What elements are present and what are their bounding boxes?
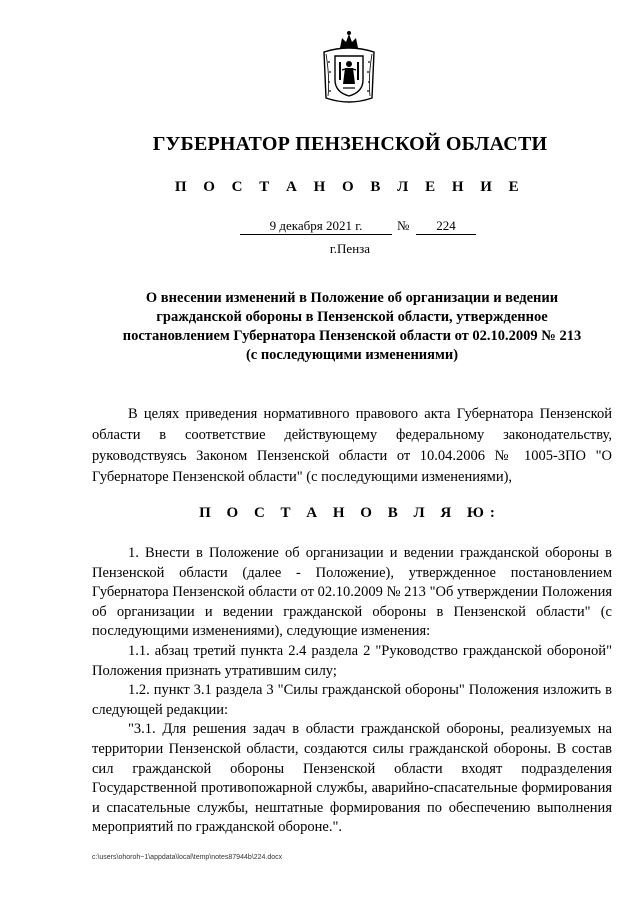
document-body (92, 544, 612, 838)
file-path-footer: c:\users\ohoroh~1\appdata\local\temp\notes87944b\224.docx (92, 854, 283, 861)
document-date: 9 декабря 2021 г. (240, 218, 392, 235)
paragraph: 1.1. абзац третий пункта 2.4 раздела 2 "Руководство гражданской обороной" Положения признать утратившим силу; (92, 642, 612, 679)
document-number: 224 (416, 218, 476, 235)
document-city: г.Пенза (329, 241, 371, 256)
document-type: П О С Т А Н О В Л Е Н И Е (174, 179, 526, 195)
paragraph: "3.1. Для решения задач в области гражданской обороны, реализуемых на территории Пензенской области, создаются силы гражданской обороны. В состав сил гражданской обороны Пензенской области входят подразделения Государственной противопожарной службы, аварийно-спасательные формирования и спасательные службы, нештатные формирования по обеспечению выполнения мероприятий по гражданской обороне.". (92, 721, 612, 836)
coat-of-arms-icon (318, 28, 380, 106)
preamble-text: В целях приведения нормативного правового акта Губернатора Пензенской области в соответствие действующему федеральному законодательству, руководствуясь Законом Пензенской области от 10.04.2006 № 1005-ЗПО "О Губернаторе Пензенской области" (с последующими изменениями), (92, 406, 612, 485)
organization-title: ГУБЕРНАТОР ПЕНЗЕНСКОЙ ОБЛАСТИ (152, 133, 548, 155)
subject-line: (с последующими изменениями) (245, 347, 459, 363)
preamble (92, 404, 612, 488)
subject-line: гражданской обороны в Пензенской области, утвержденное (156, 309, 548, 325)
paragraph: 1. Внести в Положение об организации и ведении гражданской обороны в Пензенской области (далее - Положение), утвержденное постановлением Губернатора Пензенской области от 02.10.2009 № 213 "Об утверждении Положения об организации и ведении гражданской обороны в Пензенской области" (с последующими изменениями), следующие изменения: (92, 545, 612, 640)
subject-line: О внесении изменений в Положение об организации и ведении (145, 290, 559, 306)
subject-line: постановлением Губернатора Пензенской области от 02.10.2009 № 213 (122, 328, 582, 344)
document-subject (92, 289, 612, 365)
paragraph: 1.2. пункт 3.1 раздела 3 "Силы гражданской обороны" Положения изложить в следующей редакции: (92, 682, 612, 718)
number-sign: № (397, 218, 410, 233)
decree-heading: П О С Т А Н О В Л Я Ю: (199, 505, 501, 521)
